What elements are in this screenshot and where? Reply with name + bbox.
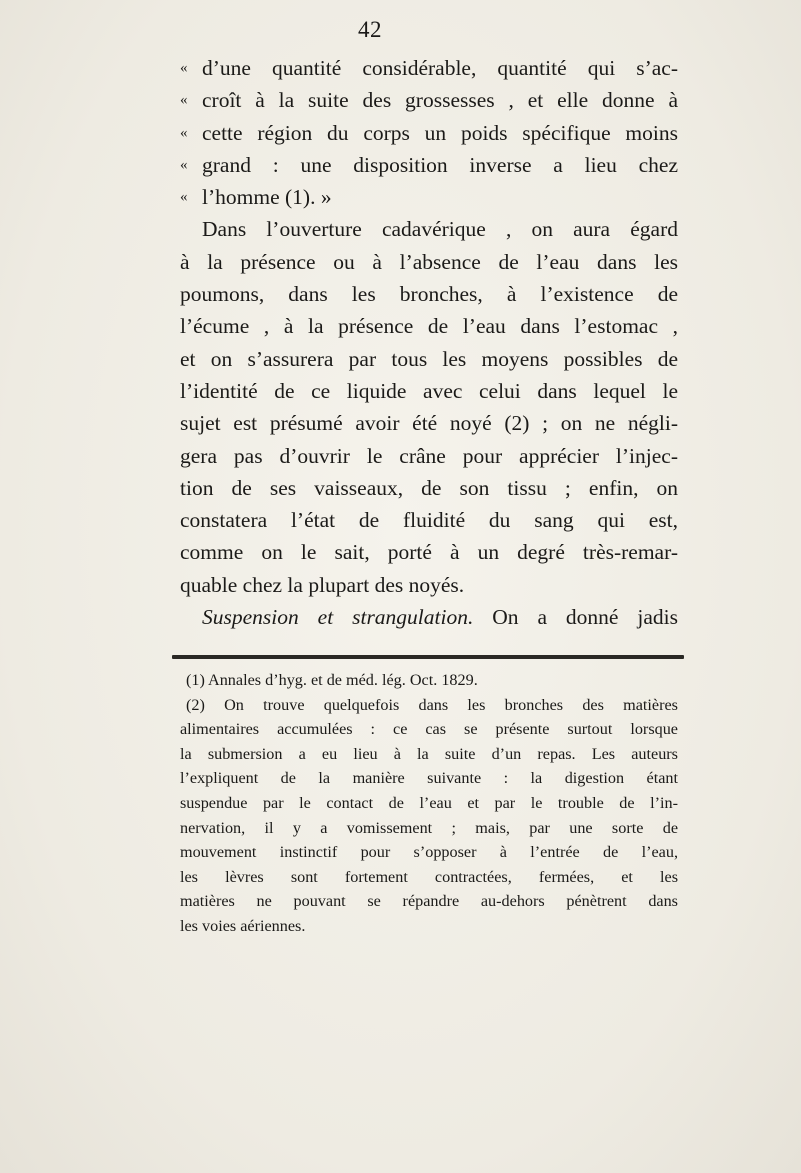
footnotes	[180, 668, 678, 939]
quoted-line-text: grand : une disposition inverse a lieu chez	[202, 152, 678, 177]
paragraph-line: l’identité de ce liquide avec celui dans lequel le	[180, 378, 678, 403]
paragraph-line: et on s’assurera par tous les moyens possibles de	[180, 346, 678, 371]
paragraph-line: Dans l’ouverture cadavérique , on aura égard	[202, 217, 678, 242]
footnote-2-line: nervation, il y a vomissement ; mais, par une sorte de	[180, 818, 678, 837]
quoted-line	[180, 181, 678, 213]
footnote-2-line: mouvement instinctif pour s’opposer à l’entrée de l’eau,	[180, 843, 678, 862]
paragraph-line: constatera l’état de fluidité du sang qui est,	[180, 508, 678, 533]
main-text	[180, 52, 678, 633]
footnote-2-line: l’expliquent de la manière suivante : la digestion étant	[180, 769, 678, 788]
quoted-line-text: l’homme (1). »	[202, 185, 332, 210]
paragraph-line: comme on le sait, porté à un degré très-remar-	[180, 540, 678, 565]
paragraph-line: l’écume , à la présence de l’eau dans l’estomac ,	[180, 314, 678, 339]
quote-mark: «	[180, 60, 188, 76]
footnote-2-line: alimentaires accumulées : ce cas se présente surtout lorsque	[180, 720, 678, 739]
footnote-2-line: (2) On trouve quelquefois dans les bronches des matières	[186, 695, 678, 714]
quoted-line	[180, 149, 678, 181]
footnote-2-line: suspendue par le contact de l’eau et par le trouble de l’in-	[180, 793, 678, 812]
paragraph-line: poumons, dans les bronches, à l’existence de	[180, 282, 678, 307]
quote-mark: «	[180, 124, 188, 141]
section-line	[180, 601, 678, 633]
footnote-1: (1) Annales d’hyg. et de méd. lég. Oct. 1829.	[186, 671, 478, 689]
quoted-line-text: cette région du corps un poids spécifique moins	[202, 120, 678, 145]
footnote-rule	[172, 655, 684, 659]
footnote-2-line: les voies aériennes.	[180, 916, 306, 935]
footnote-2-line: la submersion a eu lieu à la suite d’un repas. Les auteurs	[180, 744, 678, 763]
paragraph-line: à la présence ou à l’absence de l’eau dans les	[180, 249, 678, 274]
quoted-line-text: croît à la suite des grossesses , et elle donne à	[202, 88, 678, 113]
quote-mark: «	[180, 156, 188, 173]
footnote-2-line: les lèvres sont fortement contractées, fermées, et les	[180, 867, 678, 886]
footnote-2-line: matières ne pouvant se répandre au-dehors pénètrent dans	[180, 892, 678, 911]
quoted-line	[180, 84, 678, 116]
quoted-line	[180, 52, 678, 84]
paragraph-line: gera pas d’ouvrir le crâne pour apprécier l’injec-	[180, 443, 678, 468]
page-number: 42	[358, 17, 382, 42]
quote-mark: «	[180, 189, 188, 206]
paragraph-line: tion de ses vaisseaux, de son tissu ; enfin, on	[180, 475, 678, 500]
paragraph-line: quable chez la plupart des noyés.	[180, 572, 465, 597]
quoted-line-text: d’une quantité considérable, quantité qui s’ac-	[202, 56, 678, 80]
quoted-line	[180, 117, 678, 149]
paragraph-line: sujet est présumé avoir été noyé (2) ; on ne négli-	[180, 411, 678, 436]
section-heading: Suspension et strangulation.	[202, 605, 474, 630]
section-lead: On a donné jadis	[492, 605, 678, 630]
quote-mark: «	[180, 92, 188, 109]
